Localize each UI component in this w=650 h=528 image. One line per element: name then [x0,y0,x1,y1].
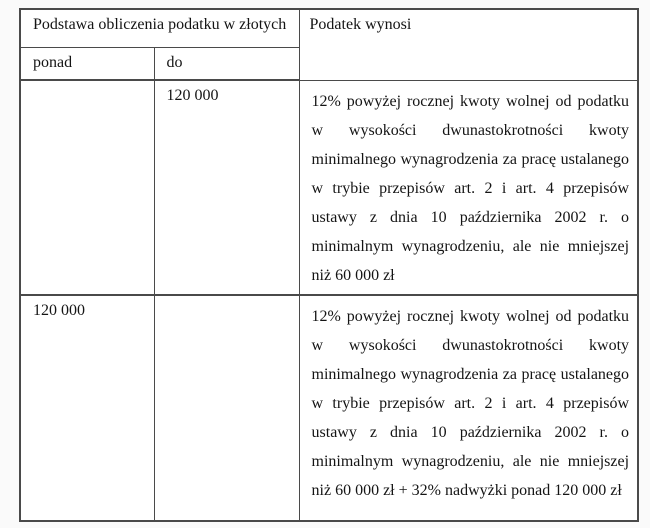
tax-brackets-table [19,8,639,522]
subheader-over: ponad [20,47,154,80]
tax-rule-text-row1: 12% powyżej rocznej kwoty wolnej od podatku w wysokości dwunastokrotności kwoty minimalnego wynagrodzenia za pracę ustalanego w trybie przepisów art. 2 i art. 4 przepisów ustawy z dnia 10 października 2002 r. o minimalnym wynagrodzeniu, ale nie mniejszej niż 60 000 zł [311,92,630,284]
table-row [20,295,638,521]
header-tax-base: Podstawa obliczenia podatku w złotych [20,9,299,47]
cell-upto-row2 [154,295,299,521]
cell-upto-row1: 120 000 [154,80,299,295]
cell-tax-row2 [299,295,638,521]
header-tax-amount: Podatek wynosi [299,9,638,80]
header-row-main [20,9,638,47]
subheader-upto: do [154,47,299,80]
tax-rule-text-row2: 12% powyżej rocznej kwoty wolnej od podatku w wysokości dwunastokrotności kwoty minimalnego wynagrodzenia za pracę ustalanego w trybie przepisów art. 2 i art. 4 przepisów ustawy z dnia 10 października 2002 r. o minimalnym wynagrodzeniu, ale nie mniejszej niż 60 000 zł + 32% nadwyżki ponad 120 000 zł [311,307,630,499]
cell-over-row2: 120 000 [20,295,154,521]
cell-over-row1 [20,80,154,295]
cell-tax-row1 [299,80,638,295]
table-row [20,80,638,295]
